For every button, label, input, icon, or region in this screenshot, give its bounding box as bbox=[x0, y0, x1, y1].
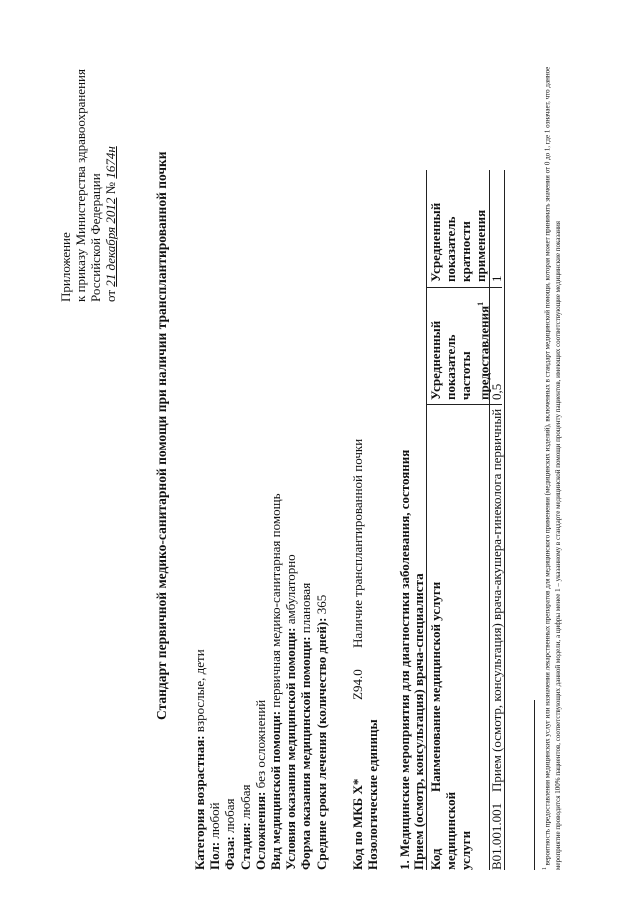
header-line-4 bbox=[103, 69, 118, 302]
footnote: $^1$ вероятность предоставления медицинских услуг или назначения лекарственных препаратов для медицинского применения (медицинских изделий), включенных в стандарт медицинской помощи, которая может принимать значения от 0 до 1, где 1 означает, что данное мероприятие проводится 100% пациентов, соответствующих данной модели, а цифры менее 1 – указанному в стандарте медицинской помощи проценту пациентов, имеющих соответствующие медицинские показания bbox=[542, 66, 562, 870]
column-divider-2 bbox=[426, 287, 502, 288]
row-frequency: 0,5 bbox=[489, 383, 504, 400]
table-top-border bbox=[426, 170, 427, 870]
row-code: B01.001.001 bbox=[489, 802, 504, 870]
section-subtitle: Прием (осмотр, консультация) врача-специалиста bbox=[411, 573, 426, 870]
param-age: Категория возрастная: взрослые, дети bbox=[192, 649, 207, 870]
header-code: Код медицинской услуги bbox=[428, 791, 473, 870]
order-number: 1674н bbox=[103, 146, 118, 179]
header-frequency: Усредненный показатель частоты предоставления$^1$ bbox=[428, 301, 492, 400]
row-multiplicity: 1 bbox=[489, 275, 504, 282]
header-line-2: к приказу Министерства здравоохранения bbox=[73, 69, 88, 302]
footnote-text: вероятность предоставления медицинских услуг или назначения лекарственных препаратов для медицинского применения (медицинских изделий), включенных в стандарт медицинской помощи, которая может принимать значения от 0 до 1, где 1 означает, что данное мероприятие проводится 100% пациентов, соответствующих данной модели, а цифры менее 1 – указанному в стандарте медицинской помощи проценту пациентов, имеющих соответствующие медицинские показания bbox=[543, 66, 562, 870]
header-line-1: Приложение bbox=[58, 232, 73, 302]
header-name: Наименование медицинской услуги bbox=[428, 581, 443, 792]
param-conditions: Условия оказания медицинской помощи: амбулаторно bbox=[283, 554, 299, 870]
order-date: 21 декабря 2012 bbox=[103, 197, 118, 287]
param-form: Форма оказания медицинской помощи: плановая bbox=[298, 582, 314, 870]
footnote-marker: 1 bbox=[476, 301, 485, 306]
param-sex: Пол: любой bbox=[207, 802, 223, 870]
header-multiplicity: Усредненный показатель кратности применения bbox=[428, 202, 488, 282]
standard-parameters bbox=[192, 493, 329, 870]
param-complications: Осложнения: без осложнений bbox=[252, 699, 268, 870]
param-phase: Фаза: любая bbox=[222, 798, 238, 870]
param-stage: Стадия: любая bbox=[237, 784, 253, 870]
order-header bbox=[58, 69, 118, 302]
rotated-document bbox=[40, 30, 600, 870]
header-line-3: Российской Федерации bbox=[88, 173, 103, 302]
mkb-code: Z94.0 bbox=[350, 669, 365, 700]
document-title: Стандарт первичной медико-санитарной помощи при наличии трансплантированной почки bbox=[154, 151, 169, 720]
footnote-separator bbox=[534, 700, 535, 870]
row-name: Прием (осмотр, консультация) врача-акушера-гинеколога первичный bbox=[489, 408, 504, 792]
header-prefix: от bbox=[103, 289, 118, 302]
param-duration: Средние сроки лечения (количество дней): 365 bbox=[313, 594, 329, 870]
section-title: 1. Медицинские мероприятия для диагностики заболевания, состояния bbox=[397, 449, 412, 870]
number-sign: № bbox=[103, 181, 118, 195]
table-bottom-border bbox=[504, 170, 505, 870]
param-care-type: Вид медицинской помощи: первичная медико-санитарная помощь bbox=[267, 493, 283, 870]
mkb-label: Код по МКБ X* Нозологические единицы bbox=[350, 719, 380, 870]
mkb-name: Наличие трансплантированной почки bbox=[350, 438, 365, 648]
